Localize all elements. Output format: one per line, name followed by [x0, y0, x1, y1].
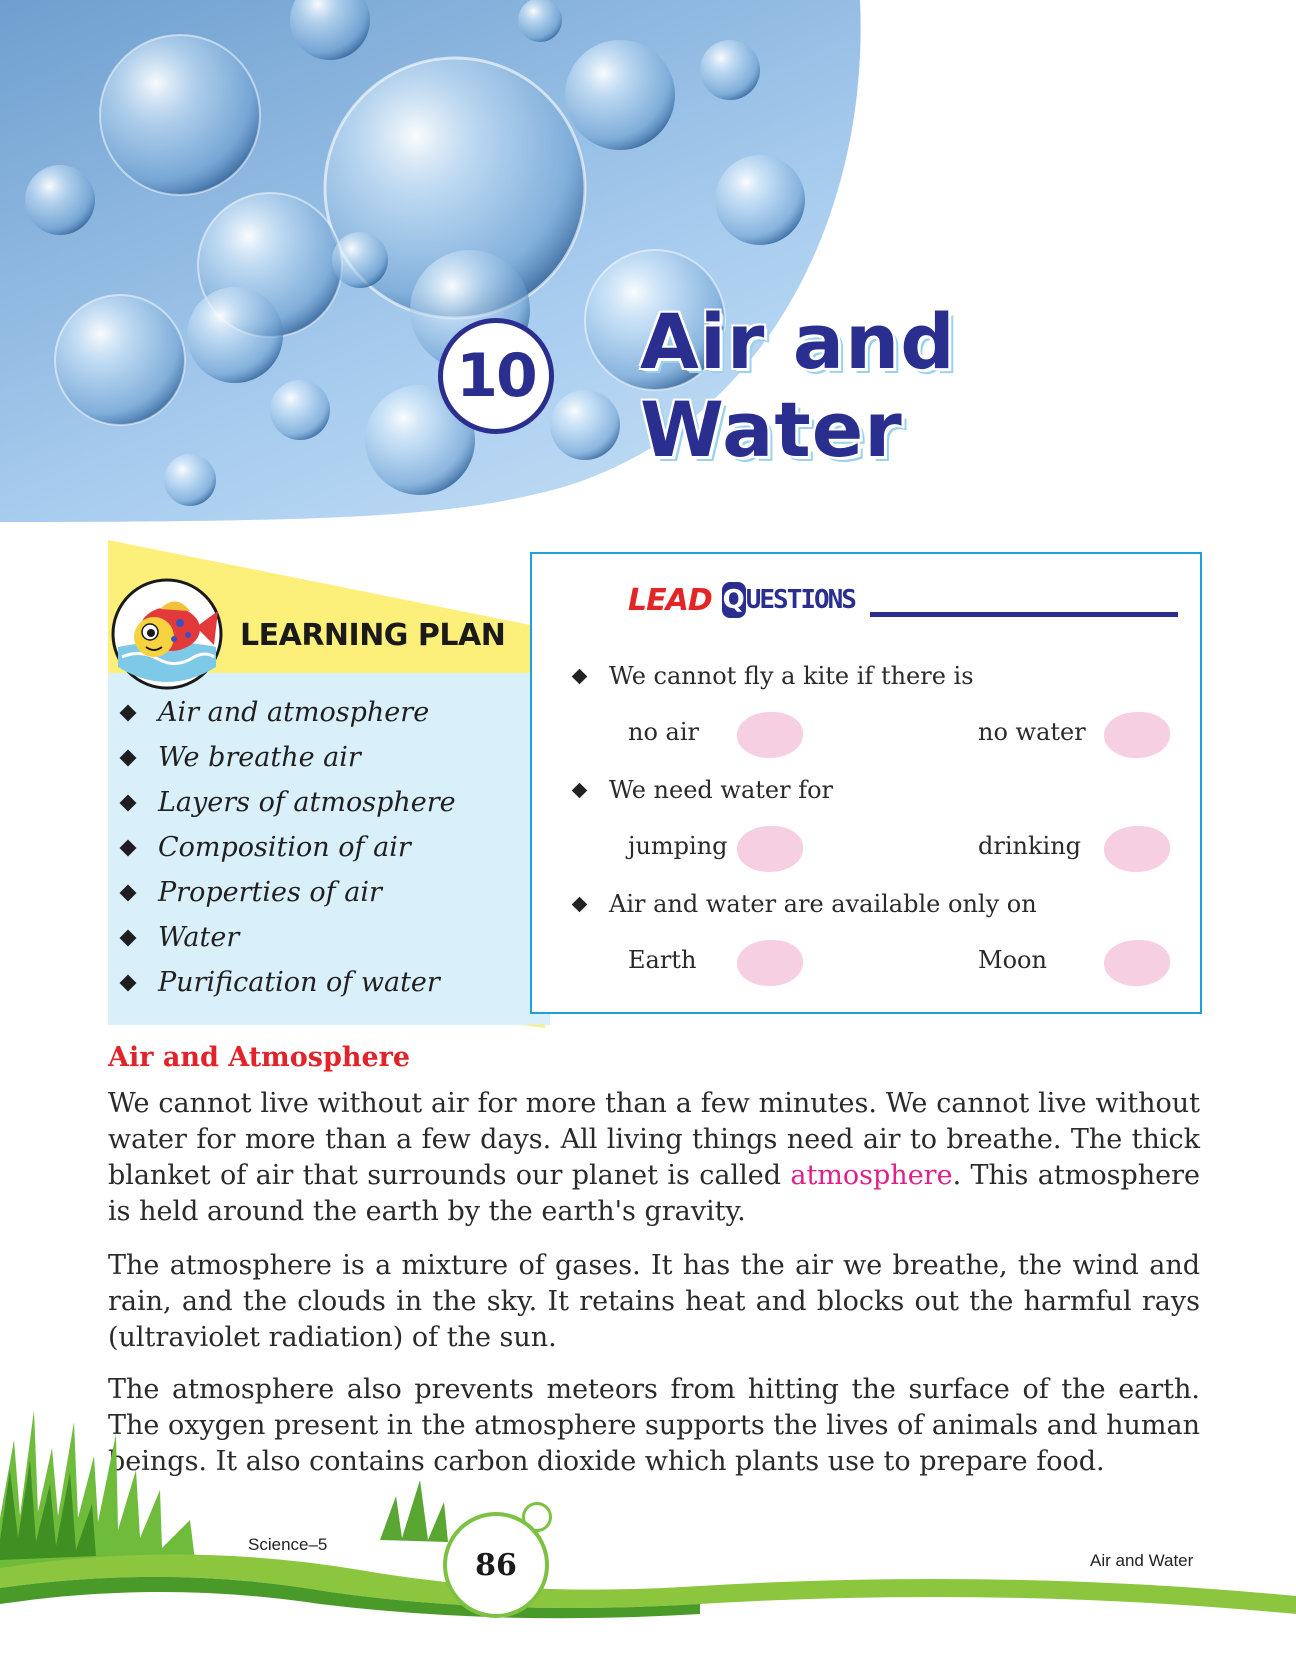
lead-questions-box — [530, 552, 1202, 1014]
option-a-label: Earth — [628, 946, 697, 974]
bullet-diamond-icon — [120, 749, 137, 766]
learning-plan-panel — [0, 540, 560, 1040]
list-item — [122, 870, 456, 915]
grass-decoration — [0, 1400, 1296, 1656]
bullet-diamond-icon — [120, 884, 137, 901]
list-item-text: Properties of air — [158, 877, 382, 908]
option-b-label: drinking — [978, 832, 1082, 860]
learning-plan-title: LEARNING PLAN — [240, 618, 506, 653]
paragraph-3: The atmosphere also prevents meteors from hitting the surface of the earth. The oxygen present in the atmosphere supports the lives of animals and human beings. It also contains carbon dioxide which plants use to prepare food. — [108, 1374, 1200, 1477]
answer-tick-box[interactable] — [737, 712, 803, 758]
list-item-text: Purification of water — [158, 967, 440, 998]
option-b-label: Moon — [978, 946, 1047, 974]
question-2 — [574, 776, 833, 804]
bullet-diamond-icon — [572, 668, 588, 684]
list-item — [122, 960, 456, 1005]
paragraph-text: We cannot live without air for more than a few minutes. We cannot live without water for more than a few days. All living things need air to breathe. The thick blanket of air that surrounds our planet is called — [108, 1088, 1200, 1191]
list-item — [122, 735, 456, 780]
list-item — [122, 690, 456, 735]
bullet-diamond-icon — [572, 782, 588, 798]
answer-tick-box[interactable] — [737, 826, 803, 872]
answer-tick-box[interactable] — [737, 940, 803, 986]
paragraph-1 — [108, 1086, 1200, 1230]
chapter-title-line1: Air and — [640, 297, 956, 386]
fish-mascot-icon — [110, 577, 224, 691]
paragraph-text: . This atmosphere is held around the earth by the earth's gravity. — [108, 1160, 1200, 1227]
chapter-title-line2: Water — [640, 385, 903, 474]
answer-tick-box[interactable] — [1104, 826, 1170, 872]
list-item-text: Composition of air — [158, 832, 411, 863]
list-item-text: Layers of atmosphere — [158, 787, 456, 818]
book-name: Science–5 — [248, 1535, 328, 1554]
paragraph-2: The atmosphere is a mixture of gases. It has the air we breathe, the wind and rain, and the clouds in the sky. It retains heat and blocks out the harmful rays (ultraviolet radiation) of the sun. — [108, 1250, 1200, 1353]
option-b-label: no water — [978, 718, 1086, 746]
questions-word: UESTIONS — [745, 585, 855, 615]
header-rule — [870, 612, 1178, 617]
list-item-text: Water — [158, 922, 240, 953]
list-item-text: We breathe air — [158, 742, 361, 773]
bullet-diamond-icon — [120, 974, 137, 991]
question-text: Air and water are available only on — [609, 890, 1037, 918]
list-item — [122, 780, 456, 825]
question-text: We need water for — [609, 776, 834, 804]
question-q-icon: Q — [722, 582, 746, 618]
lead-word: LEAD — [628, 582, 712, 618]
bullet-diamond-icon — [572, 896, 588, 912]
chapter-number-badge: 10 — [438, 318, 554, 434]
page-number: 86 — [443, 1512, 549, 1618]
list-item — [122, 825, 456, 870]
highlighted-term: atmosphere — [790, 1160, 953, 1191]
answer-tick-box[interactable] — [1104, 712, 1170, 758]
lead-questions-header — [628, 582, 855, 618]
question-3 — [574, 890, 1037, 918]
option-a-label: jumping — [628, 832, 728, 860]
bullet-diamond-icon — [120, 929, 137, 946]
section-heading: Air and Atmosphere — [108, 1042, 411, 1073]
answer-tick-box[interactable] — [1104, 940, 1170, 986]
chapter-title — [640, 298, 1000, 474]
list-item — [122, 915, 456, 960]
question-1 — [574, 662, 974, 690]
option-a-label: no air — [628, 718, 699, 746]
bullet-diamond-icon — [120, 839, 137, 856]
bullet-diamond-icon — [120, 794, 137, 811]
learning-plan-list — [122, 690, 456, 1005]
running-footer-chapter: Air and Water — [1090, 1551, 1194, 1570]
question-text: We cannot fly a kite if there is — [609, 662, 974, 690]
bullet-diamond-icon — [120, 704, 137, 721]
list-item-text: Air and atmosphere — [158, 697, 430, 728]
chapter-banner — [0, 0, 1296, 540]
